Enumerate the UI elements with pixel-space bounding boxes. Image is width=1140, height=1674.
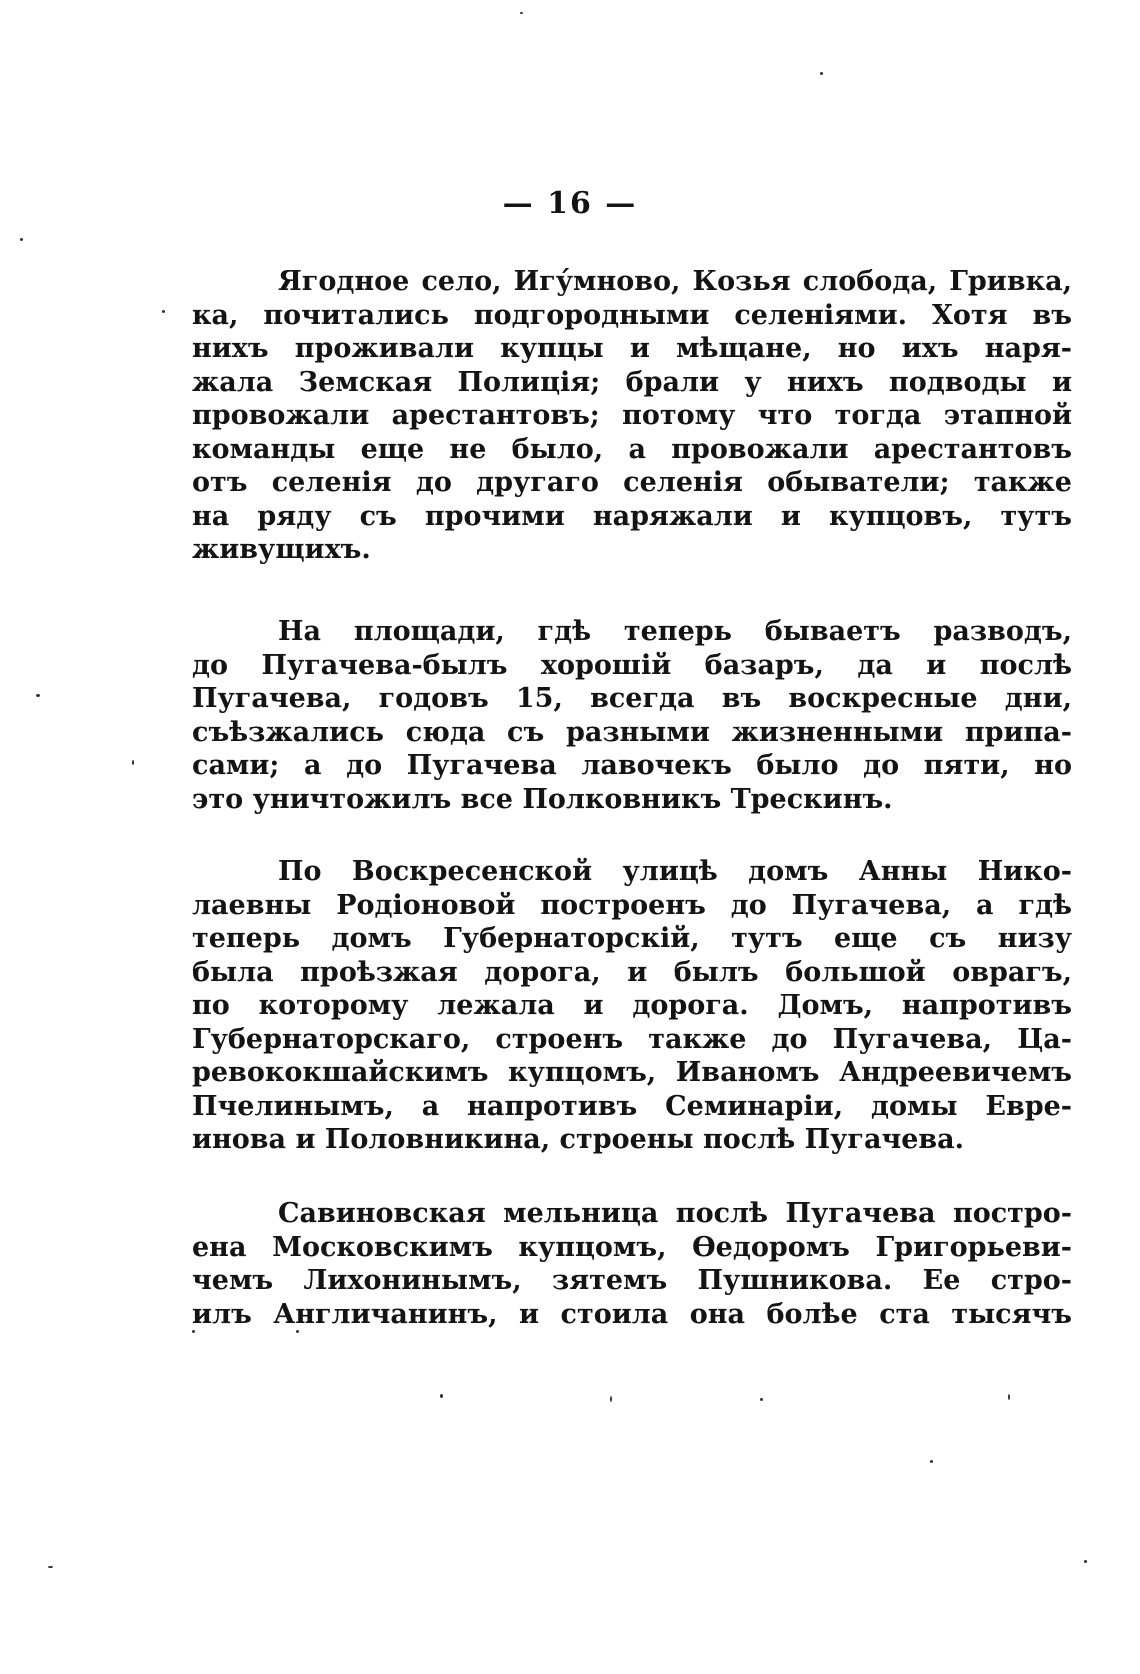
paragraph-2 bbox=[192, 615, 1072, 816]
text-line: Пугачева, годовъ 15, всегда въ воскресные дни, bbox=[192, 683, 1072, 714]
text-line: ревококшайскимъ купцомъ, Иваномъ Андреевичемъ bbox=[192, 1057, 1072, 1088]
text-line: живущихъ. bbox=[192, 534, 371, 565]
text-line: лаевны Родіоновой построенъ до Пугачева, а гдѣ bbox=[192, 889, 1072, 921]
scan-speck bbox=[610, 1396, 612, 1402]
text-line: съѣзжались сюда съ разными жизненными припа- bbox=[192, 716, 1072, 748]
paragraph-1 bbox=[192, 265, 1072, 567]
scan-speck bbox=[820, 72, 823, 75]
paragraph-4 bbox=[192, 1197, 1072, 1331]
text-line: сами; а до Пугачева лавочекъ было до пяти, но bbox=[192, 750, 1072, 781]
text-line: По Воскресенской улицѣ домъ Анны Нико- bbox=[278, 856, 1072, 887]
text-line: На площади, гдѣ теперь бываетъ разводъ, bbox=[278, 616, 1072, 647]
text-line: илъ Англичанинъ, и стоила она болѣе ста тысячъ bbox=[192, 1298, 1072, 1330]
text-line: нихъ проживали купцы и мѣщане, но ихъ наря- bbox=[192, 333, 1072, 364]
text-line: это уничтожилъ все Полковникъ Трескинъ. bbox=[192, 783, 893, 815]
scan-speck bbox=[36, 694, 40, 697]
text-line: чемъ Лихонинымъ, зятемъ Пушникова. Ее стро- bbox=[192, 1265, 1072, 1296]
scan-speck bbox=[162, 310, 165, 313]
scan-speck bbox=[48, 1566, 53, 1568]
text-line: ка, почитались подгородными селеніями. Хотя въ bbox=[192, 299, 1072, 331]
paragraph-3 bbox=[192, 855, 1072, 1157]
scan-speck bbox=[296, 1330, 299, 1333]
text-line: Савиновская мельница послѣ Пугачева постро- bbox=[278, 1198, 1072, 1229]
scan-speck bbox=[760, 1398, 763, 1401]
text-line: Губернаторскаго, строенъ также до Пугачева, Ца- bbox=[192, 1023, 1072, 1055]
text-line: Ягодное село, Игу́мново, Козья слобода, Гривка, bbox=[278, 266, 1072, 297]
text-line: на ряду съ прочими наряжали и купцовъ, тутъ bbox=[192, 500, 1072, 532]
text-line: жала Земская Полиція; брали у нихъ подводы и bbox=[192, 366, 1072, 398]
text-line: команды еще не было, а провожали арестантовъ bbox=[192, 433, 1072, 465]
text-line: до Пугачева-былъ хорошій базаръ, да и послѣ bbox=[192, 649, 1072, 681]
text-line: ена Московскимъ купцомъ, Өедоромъ Григорьеви- bbox=[192, 1231, 1072, 1263]
text-line: Пчелинымъ, а напротивъ Семинаріи, домы Евре- bbox=[192, 1090, 1072, 1122]
scan-speck bbox=[1084, 1560, 1087, 1563]
text-line: теперь домъ Губернаторскій, тутъ еще съ низу bbox=[192, 923, 1072, 954]
scan-speck bbox=[440, 1394, 443, 1398]
scan-speck bbox=[520, 12, 523, 14]
text-line: была проѣзжая дорога, и былъ большой оврагъ, bbox=[192, 956, 1072, 988]
scan-speck bbox=[930, 1460, 933, 1463]
text-line: отъ селенія до другаго селенія обыватели; также bbox=[192, 467, 1072, 498]
page-number: — 16 — bbox=[502, 186, 638, 221]
scan-speck bbox=[132, 760, 134, 765]
scan-speck bbox=[20, 238, 23, 241]
scan-speck bbox=[192, 1330, 195, 1333]
scan-speck bbox=[1008, 1394, 1010, 1400]
text-line: провожали арестантовъ; потому что тогда этапной bbox=[192, 400, 1072, 431]
text-line: по которому лежала и дорога. Домъ, напротивъ bbox=[192, 990, 1072, 1021]
text-line: инова и Половникина, строены послѣ Пугачева. bbox=[192, 1124, 965, 1155]
